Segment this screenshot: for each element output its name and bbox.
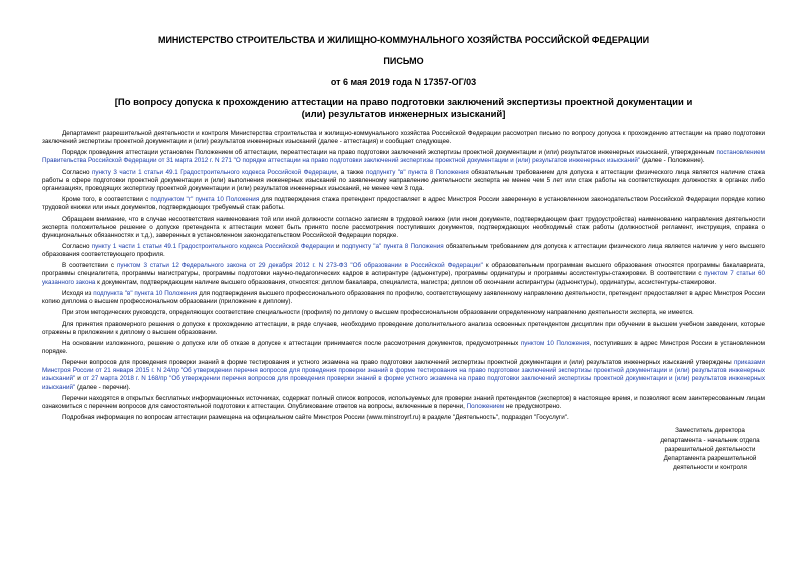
link-order-24-pr[interactable]: приказами Минстроя России от 21 января 2015 г. N 24/пр "Об утверждении перечня вопросов для проведения проверки знаний в форме тестирования на право подготовки заключений экспертизы проектной документации и (или) результатов инженерных изысканий" bbox=[42, 359, 765, 383]
signature-block bbox=[655, 426, 765, 472]
link-regulation-10v[interactable]: подпункта "в" пункта 10 Положения bbox=[93, 289, 198, 297]
paragraph: Подробная информация по вопросам аттестации размещена на официальном сайте Минстроя России (www.minstroyrf.ru) в разделе "Деятельность", подраздел "Госуслуги". bbox=[62, 414, 569, 422]
link-regulation-10[interactable]: пунктом 10 Положения bbox=[520, 340, 590, 347]
link-regulation-8v[interactable]: подпункту "в" пункта 8 Положения bbox=[365, 168, 469, 176]
signature-line: департамента - начальник отдела bbox=[660, 436, 760, 444]
link-regulation[interactable]: Положением bbox=[466, 402, 505, 410]
link-gradcode-49-1-p1[interactable]: пункту 1 части 1 статьи 49.1 Градостроительного кодекса Российской Федерации bbox=[91, 243, 334, 251]
paragraph: Кроме того, в соответствии с подпунктом "г" пункта 10 Положения для подтверждения стажа претендент предоставляет в адрес Минстроя России заверенную в установленном законодательством Российской Федерации порядке копию трудовой книжки или иных документов, подтверждающих требуемый стаж работы. bbox=[42, 196, 765, 212]
signature-line: Департамента разрешительной bbox=[663, 454, 757, 462]
document-subject: [По вопросу допуска к прохождению аттестации на право подготовки заключений экспертизы проектной документации и (или) результатов инженерных изысканий] bbox=[114, 97, 693, 120]
paragraph: Департамент разрешительной деятельности и контроля Министерства строительства и жилищно-коммунального хозяйства Российской Федерации рассмотрел письмо по вопросу допуска к прохождению аттестации на право подготовки заключений экспертизы проектной документации и (или) результатов инженерных изысканий (далее - аттестация) и сообщает следующее. bbox=[42, 130, 765, 146]
paragraph: Для принятия правомерного решения о допуске к прохождению аттестации, в ряде случаев, необходимо проведение дополнительного анализа освоенных претендентом дисциплин при обучении в высшем учебном заведении, которые отражены в приложении к диплому о высшем образовании. bbox=[42, 320, 765, 336]
paragraph: Исходя из подпункта "в" пункта 10 Положения для подтверждения высшего профессионального образования по профилю, соответствующему заявленному направлению деятельности, претендент предоставляет в адрес Минстроя России копию диплома о высшем профессиональном образовании (приложение к диплому). bbox=[42, 289, 765, 305]
paragraph: Обращаем внимание, что в случае несоответствия наименования той или иной должности согласно записям в трудовой книжке (или ином документе, подтверждающем факт трудоустройства) наименованию направления деятельности эксперта положительное решение о допуске претендента к аттестации может быть принято после рассмотрения поступивших документов, подтверждающих необходимый стаж работы (должностной регламент, инструкция, справка о функциональных обязанностях и т.д.), заверенных в установленном законодательством Российской Федерации порядке. bbox=[42, 215, 765, 239]
paragraph: На основании изложенного, решение о допуске или об отказе в допуске к аттестации принимается после рассмотрения документов, предусмотренных пунктом 10 Положения, поступивших в адрес Минстроя России в установленном порядке. bbox=[42, 340, 765, 356]
signature-line: Заместитель директора bbox=[675, 427, 745, 435]
link-order-168-pr[interactable]: от 27 марта 2018 г. N 168/пр "Об утверждении перечня вопросов для проведения проверки знаний в форме устного экзамена на право подготовки заключений экспертизы проектной документации и (или) результатов инженерных изысканий" bbox=[42, 375, 765, 391]
link-law-273-fz-12[interactable]: пунктом 3 статьи 12 Федерального закона от 29 декабря 2012 г. N 273-ФЗ "Об образовании в Российской Федерации" bbox=[116, 262, 483, 270]
document-type: ПИСЬМО bbox=[383, 56, 424, 66]
paragraph: В соответствии с пунктом 3 статьи 12 Федерального закона от 29 декабря 2012 г. N 273-ФЗ "Об образовании в Российской Федерации" к образовательным программам высшего образования относятся программы бакалавриата, программы специалитета, программы магистратуры, программы подготовки научно-педагогических кадров в аспирантуре (адъюнктуре), программы ординатуры и программы ассистентуры-стажировки. В соответствии с пунктом 7 статьи 60 указанного закона к документам, подтверждающим наличие высшего образования, относятся: диплом бакалавра, специалиста, магистра; диплом об окончании аспирантуры (адъюнктуры), ординатуры, ассистентуры-стажировки. bbox=[42, 262, 766, 286]
link-regulation-8a[interactable]: подпункту "а" пункта 8 Положения bbox=[341, 243, 444, 251]
link-regulation-10g[interactable]: подпунктом "г" пункта 10 Положения bbox=[150, 196, 260, 204]
paragraph: Перечни вопросов для проведения проверки знаний в форме тестирования и устного экзамена на право подготовки заключений экспертизы проектной документации и (или) результатов инженерных изысканий утверждены приказами Минстроя России от 21 января 2015 г. N 24/пр "Об утверждении перечня вопросов для проведения проверки знаний в форме тестирования на право подготовки заключений экспертизы проектной документации и (или) результатов инженерных изысканий" и от 27 марта 2018 г. N 168/пр "Об утверждении перечня вопросов для проведения проверки знаний в форме устного экзамена на право подготовки заключений экспертизы проектной документации и (или) результатов инженерных изысканий" (далее - перечни). bbox=[42, 359, 765, 391]
paragraph: При этом методических руководств, определяющих соответствие специальности (профиля) по диплому о высшем профессиональном образовании определенному направлению деятельности эксперта, не имеется. bbox=[62, 309, 694, 317]
document-date-number: от 6 мая 2019 года N 17357-ОГ/03 bbox=[330, 77, 477, 87]
link-law-273-fz-60[interactable]: пунктом 7 статьи 60 указанного закона bbox=[42, 270, 765, 286]
document-body bbox=[42, 130, 765, 422]
paragraph: Согласно пункту 1 части 1 статьи 49.1 Градостроительного кодекса Российской Федерации и подпункту "а" пункта 8 Положения обязательным требованием для допуска к аттестации физического лица является наличие у него высшего образования соответствующего профиля. bbox=[42, 243, 765, 259]
paragraph: Перечни находятся в открытых бесплатных информационных источниках, содержат полный список вопросов, используемых для проверки знаний претендентов (экспертов) в настоящее время, и позволяют всем заинтересованным лицам ознакомиться с перечнем вопросов для самостоятельной подготовки к аттестации. Опубликование ответов на вопросы, включенные в перечни, Положением не предусмотрено. bbox=[42, 394, 765, 410]
paragraph: Порядок проведения аттестации установлен Положением об аттестации, переаттестации на право подготовки заключений экспертизы проектной документации и (или) результатов инженерных изысканий, утвержденным постановлением Правительства Российской Федерации от 31 марта 2012 г. N 271 "О порядке аттестации на право подготовки заключений экспертизы проектной документации и (или) результатов инженерных изысканий" (далее - Положение). bbox=[42, 149, 765, 165]
link-gradcode-49-1-p3[interactable]: пункту 3 части 1 статьи 49.1 Градостроительного кодекса Российской Федерации bbox=[91, 168, 337, 176]
signature-line: разрешительной деятельности bbox=[664, 445, 756, 453]
link-government-decree-271[interactable]: постановлением Правительства Российской Федерации от 31 марта 2012 г. N 271 "О порядке аттестации на право подготовки заключений экспертизы проектной документации и (или) результатов инженерных изысканий" bbox=[42, 149, 765, 165]
paragraph: Согласно пункту 3 части 1 статьи 49.1 Градостроительного кодекса Российской Федерации, а также подпункту "в" пункта 8 Положения обязательным требованием для допуска к аттестации физического лица является наличие стажа работы в сфере подготовки проектной документации и (или) выполнения инженерных изысканий по заявленному направлению деятельности эксперта не менее чем 5 лет или стаж работы на соответствующих должностях в органах либо организациях, проводящих экспертизу проектной документации и (или) результатов инженерных изысканий, не менее чем 3 года. bbox=[42, 168, 766, 192]
ministry-title: МИНИСТЕРСТВО СТРОИТЕЛЬСТВА И ЖИЛИЩНО-КОММУНАЛЬНОГО ХОЗЯЙСТВА РОССИЙСКОЙ ФЕДЕРАЦИИ bbox=[157, 35, 650, 45]
signature-line: деятельности и контроля bbox=[673, 464, 747, 472]
